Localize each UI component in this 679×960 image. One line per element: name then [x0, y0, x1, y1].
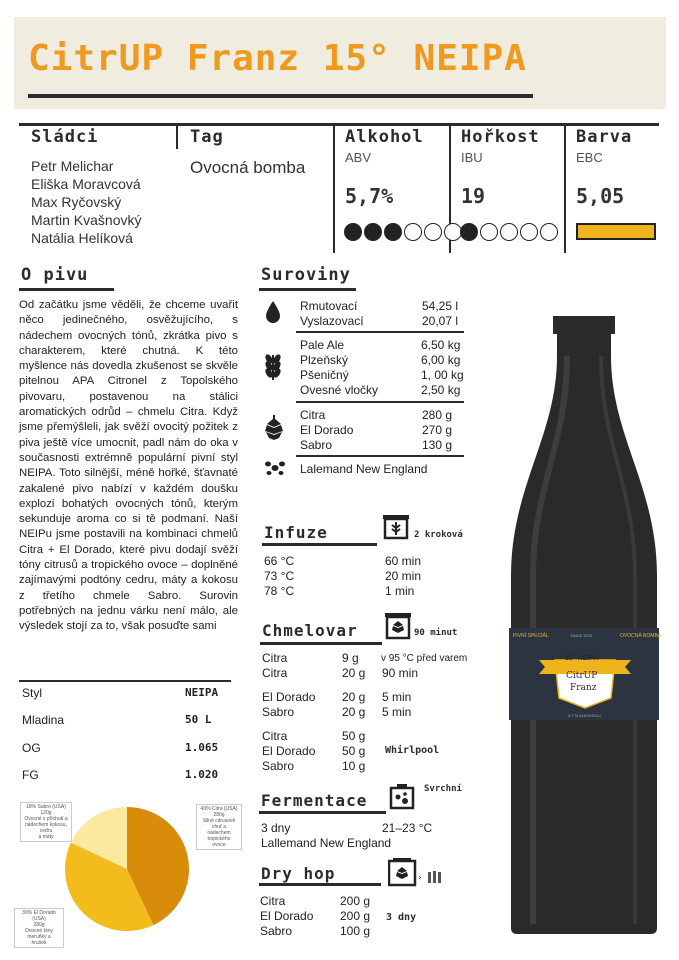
stat-value: NEIPA [185, 686, 219, 699]
brewer-name: Eliška Moravcová [31, 176, 141, 192]
brewer-name: Max Ryčovský [31, 194, 122, 210]
stat-value: 1.065 [185, 741, 219, 754]
whirlpool-label: Whirlpool [385, 745, 440, 756]
about-heading: O pivu [21, 265, 89, 285]
bitterness-unit: IBU [461, 150, 483, 165]
rating-dot-filled [384, 223, 402, 241]
alcohol-unit: ABV [345, 150, 372, 165]
beer-bottle-illustration [505, 316, 663, 936]
infusion-time: 20 min [385, 569, 422, 583]
boil-hop: El Dorado [262, 744, 316, 758]
pie-label-el-dorado: 39% El Dorado (USA) 280g Ovocné tóny meruňky a hrušek [14, 908, 64, 948]
boil-hop: Citra [262, 666, 288, 680]
color-unit: EBC [576, 150, 603, 165]
infusion-temp: 66 °C [264, 554, 295, 568]
infusion-time: 1 min [385, 584, 415, 598]
dryhop-heading: Dry hop [261, 864, 336, 883]
boil-hop: Citra [262, 729, 288, 743]
bitterness-value: 19 [461, 184, 486, 208]
boil-rule [260, 642, 382, 645]
boil-time: 5 min [382, 690, 412, 704]
hop-pie-chart [62, 804, 192, 934]
dryhop-amount: 200 g [340, 909, 371, 923]
about-text: Od začátku jsme věděli, že chceme uvařit něco jedinečného, osvěžujícího, s nádechem ovocných tónů, zkrátka pivo s charakterem, které chutná. K této myšlence nás dovedla zkušenost se skvěle pitelnou APA Citronel z Topolského pivovaru, postavenou na stálici aromatických odrůd – chmelu Citra. Když jsme přemýšleli, jak svěží ovocitý požitek z piva ještě více umocnit, padl nám do oka v současnosti extrémně populární pivní styl NEIPA. Toto silnější, méně hořké, šťavnaté zakalené pivo nabízí v každém doušku explozi bohatých ovocných tónů, kterým sekunduje aroma co si tě podmaní. Naší NEIPu jsme postavili na kombinaci chmelů Citra + El Dorado, které pivu dodají svěží tóny citrusů a tropického ovoce – doplněné zajímavými podtóny cedru, máty a kokosu z třetího chmele Sabro. Surovin potřebných na jednu várku není málo, ale výsledek stojí za to, však posuďte sami [19, 299, 238, 633]
boil-time: 90 min [382, 666, 419, 680]
pie-label-citra: 43% Citra (USA) 280g Silně citrusové chuť a nádechem tropického ovoce [196, 804, 242, 850]
page-title: CitrUP Franz 15° NEIPA [28, 38, 527, 79]
color-swatch [576, 223, 656, 240]
ingredients-heading: Suroviny [261, 265, 351, 285]
bottle-label-bottom: 5,7 % ALKOHOLU [568, 713, 601, 718]
ingredient-name: El Dorado [300, 423, 354, 437]
bottle-ribbon-text: 15° NEIPA [565, 655, 599, 662]
brewer-name: Petr Melichar [31, 158, 114, 174]
ingredient-name: Pale Ale [300, 338, 345, 352]
bottle-label-left: PIVNÍ SPECIÁL [513, 633, 549, 639]
dryhop-amount: 200 g [340, 894, 371, 908]
boil-amount: 50 g [342, 744, 366, 758]
ingredient-amount: 20,07 l [422, 314, 459, 328]
boil-hop: Citra [262, 651, 288, 665]
ingredient-divider [296, 455, 464, 457]
bitterness-heading: Hořkost [461, 127, 540, 147]
column-divider [176, 123, 178, 149]
tag-heading: Tag [190, 127, 224, 147]
stat-value: 1.020 [185, 768, 219, 781]
fermenter-icon [389, 783, 415, 811]
brewers-list [31, 157, 141, 247]
stat-label: OG [22, 741, 41, 755]
ingredient-name: Pšeničný [300, 368, 349, 382]
tag-value: Ovocná bomba [190, 158, 306, 177]
dryhop-rule [259, 883, 381, 886]
fermentation-rule [259, 811, 386, 814]
rating-dot-filled [364, 223, 382, 241]
pie-label-sabro: 18% Sabro (USA) 120g Ovocné s příchutí a nádechem kokosu, cedru a máty [20, 802, 72, 842]
dryhop-hop: Citra [260, 894, 286, 908]
dryhop-hop: El Dorado [260, 909, 314, 923]
stat-label: FG [22, 768, 39, 782]
boil-amount: 20 g [342, 690, 366, 704]
ingredient-divider [296, 331, 464, 333]
color-heading: Barva [576, 127, 633, 147]
banner-underline [28, 94, 533, 98]
column-divider [333, 123, 335, 253]
svg-text:›: › [418, 873, 422, 883]
wheat-icon [263, 351, 283, 381]
rating-dot-empty [500, 223, 518, 241]
stat-label: Styl [22, 686, 43, 700]
dryhop-note: 3 dny [386, 912, 417, 923]
brewer-name: Martin Kvašnovký [31, 212, 142, 228]
ingredient-amount: 54,25 l [422, 299, 459, 313]
yeast-name: Lalemand New England [300, 462, 428, 476]
fermentation-yeast: Lallemand New England [261, 836, 392, 850]
boil-amount: 9 g [342, 651, 359, 665]
boil-kettle-icon [384, 612, 412, 640]
ingredients-rule [259, 288, 356, 291]
boil-amount: 20 g [342, 705, 366, 719]
fermentation-temp: 21–23 °C [382, 821, 433, 835]
infusion-time: 60 min [385, 554, 422, 568]
ingredient-amount: 6,50 kg [421, 338, 461, 352]
column-divider [564, 123, 566, 253]
rating-dot-filled [460, 223, 478, 241]
rating-dot-filled [344, 223, 362, 241]
ingredient-amount: 280 g [422, 408, 453, 422]
yeast-icon [264, 460, 286, 476]
about-rule [19, 288, 114, 291]
ingredient-amount: 2,50 kg [421, 383, 461, 397]
ingredient-amount: 1, 00 kg [421, 368, 464, 382]
top-rule [19, 123, 659, 126]
ingredient-divider [296, 401, 464, 403]
ingredient-name: Plzeňský [300, 353, 349, 367]
bottle-name-line2: Franz [570, 683, 597, 693]
dryhop-tank-icon [388, 858, 444, 888]
boil-heading: Chmelovar [262, 621, 358, 640]
boil-note: 90 minut [414, 628, 458, 638]
ingredient-amount: 130 g [422, 438, 453, 452]
dryhop-hop: Sabro [260, 924, 293, 938]
water-drop-icon [265, 300, 281, 324]
boil-hop: Sabro [262, 705, 295, 719]
ingredient-name: Sabro [300, 438, 333, 452]
alcohol-rating [344, 223, 462, 241]
rating-dot-empty [520, 223, 538, 241]
rating-dot-empty [424, 223, 442, 241]
brewer-name: Natália Helíková [31, 230, 133, 246]
rating-dot-empty [540, 223, 558, 241]
rating-dot-empty [480, 223, 498, 241]
bottle-label-right: OVOCNÁ BOMBA [620, 633, 662, 639]
boil-amount: 50 g [342, 729, 366, 743]
fermentation-duration: 3 dny [261, 821, 291, 835]
bottle-name-line1: CitrUP [566, 671, 598, 681]
infusion-rule [262, 543, 377, 546]
color-value: 5,05 [576, 184, 625, 208]
ingredient-amount: 270 g [422, 423, 453, 437]
brewers-heading: Sládci [31, 127, 99, 147]
stats-rule [19, 680, 231, 682]
fermentation-heading: Fermentace [261, 791, 368, 810]
hop-cone-icon [264, 415, 284, 441]
boil-time: v 95 °C před varem [381, 653, 468, 664]
ingredient-name: Ovesné vločky [300, 383, 379, 397]
boil-hop: El Dorado [262, 690, 316, 704]
infusion-temp: 73 °C [264, 569, 295, 583]
bitterness-rating [460, 223, 558, 241]
ingredient-amount: 6,00 kg [421, 353, 461, 367]
ingredient-name: Rmutovací [300, 299, 358, 313]
rating-dot-empty [404, 223, 422, 241]
boil-hop: Sabro [262, 759, 295, 773]
bottle-label-mid: SINCE 2023 [570, 633, 593, 638]
ingredient-name: Vyslazovací [300, 314, 364, 328]
alcohol-value: 5,7% [345, 184, 394, 208]
boil-time: 5 min [382, 705, 412, 719]
ingredient-name: Citra [300, 408, 326, 422]
alcohol-heading: Alkohol [345, 127, 424, 147]
dryhop-amount: 100 g [340, 924, 371, 938]
boil-amount: 20 g [342, 666, 366, 680]
boil-amount: 10 g [342, 759, 366, 773]
infusion-note: 2 kroková [414, 530, 463, 540]
stat-label: Mladina [22, 713, 65, 727]
stat-value: 50 L [185, 713, 212, 726]
fermentation-note: Svrchní [424, 784, 462, 794]
mash-tun-icon [382, 514, 410, 540]
infusion-temp: 78 °C [264, 584, 295, 598]
infusion-heading: Infuze [264, 523, 328, 542]
